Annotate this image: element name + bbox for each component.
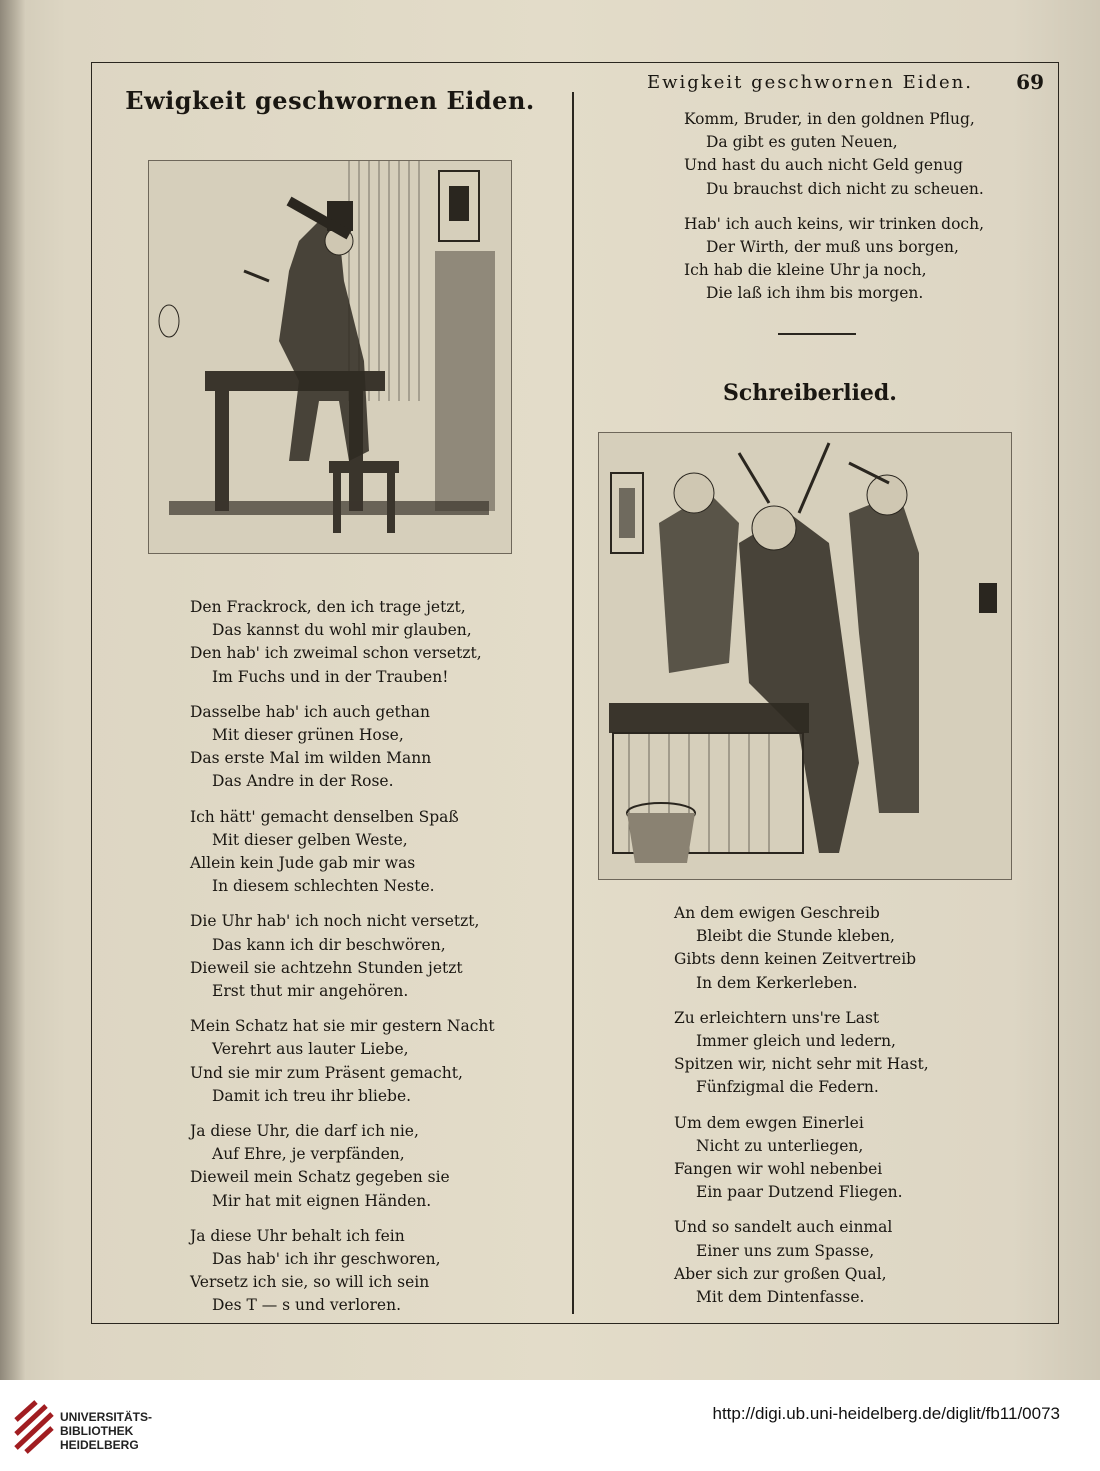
verse-line: Mit dieser gelben Weste,: [212, 830, 408, 849]
verse-line: Ich hätt' gemacht denselben Spaß: [190, 807, 459, 826]
stanza: [684, 213, 984, 306]
verse-line: Das Andre in der Rose.: [212, 772, 394, 791]
stanza: [674, 1112, 929, 1205]
verse-line: Ja diese Uhr behalt ich fein: [190, 1226, 405, 1245]
verse-line: Der Wirth, der muß uns borgen,: [706, 238, 959, 257]
verse-line: Du brauchst dich nicht zu scheuen.: [706, 179, 984, 198]
verse-line: Auf Ehre, je verpfänden,: [212, 1145, 405, 1164]
verse-line: Mein Schatz hat sie mir gestern Nacht: [190, 1017, 495, 1036]
clerks-illustration: [598, 432, 1012, 880]
verse-line: Und sie mir zum Präsent gemacht,: [190, 1063, 463, 1082]
stanza: [190, 701, 495, 794]
section-separator: [778, 333, 856, 335]
stanza: [190, 806, 495, 899]
stanza: [674, 902, 929, 995]
library-name-line: UNIVERSITÄTS-: [60, 1410, 153, 1424]
drinking-man-illustration: [148, 160, 512, 554]
verse-line: In diesem schlechten Neste.: [212, 877, 435, 896]
verse-line: Gibts denn keinen Zeitvertreib: [674, 950, 917, 969]
running-head: Ewigkeit geschwornen Eiden.: [647, 72, 973, 93]
verse-line: Des T — s und verloren.: [212, 1296, 401, 1315]
verse-line: Den Frackrock, den ich trage jetzt,: [190, 598, 466, 616]
verse-line: Fünfzigmal die Federn.: [696, 1078, 879, 1097]
left-poem-title: Ewigkeit geschwornen Eiden.: [125, 86, 535, 115]
left-poem: [190, 596, 495, 1330]
verse-line: Hab' ich auch keins, wir trinken doch,: [684, 214, 985, 233]
verse-line: Die laß ich ihm bis morgen.: [706, 284, 924, 303]
stanza: [190, 596, 495, 689]
column-divider: [572, 92, 574, 1314]
right-poem-title: Schreiberlied.: [723, 380, 897, 406]
library-name: [60, 1410, 152, 1452]
verse-line: In dem Kerkerleben.: [696, 973, 858, 992]
verse-line: Das kannst du wohl mir glauben,: [212, 621, 472, 640]
verse-line: Spitzen wir, nicht sehr mit Hast,: [674, 1055, 929, 1074]
book-spine-shadow: [0, 0, 26, 1380]
verse-line: Komm, Bruder, in den goldnen Pflug,: [684, 110, 975, 128]
verse-line: Versetz ich sie, so will ich sein: [190, 1273, 430, 1292]
verse-line: Da gibt es guten Neuen,: [706, 133, 898, 152]
verse-line: Zu erleichtern uns're Last: [674, 1008, 880, 1027]
verse-line: Aber sich zur großen Qual,: [674, 1264, 887, 1283]
verse-line: Allein kein Jude gab mir was: [190, 854, 416, 873]
verse-line: Mit dieser grünen Hose,: [212, 726, 404, 745]
verse-line: Nicht zu unterliegen,: [696, 1136, 864, 1155]
stanza: [674, 1007, 929, 1100]
verse-line: Das erste Mal im wilden Mann: [190, 749, 432, 768]
verse-line: Das hab' ich ihr geschworen,: [212, 1250, 441, 1269]
verse-line: Einer uns zum Spasse,: [696, 1241, 875, 1260]
verse-line: Fangen wir wohl nebenbei: [674, 1160, 883, 1179]
verse-line: Mit dem Dintenfasse.: [696, 1288, 865, 1307]
verse-line: Erst thut mir angehören.: [212, 982, 409, 1001]
verse-line: An dem ewigen Geschreib: [674, 904, 880, 922]
page-number: 69: [1016, 70, 1044, 94]
verse-line: Immer gleich und ledern,: [696, 1032, 896, 1051]
verse-line: Das kann ich dir beschwören,: [212, 935, 446, 954]
verse-line: Ja diese Uhr, die darf ich nie,: [190, 1122, 419, 1141]
verse-line: Und hast du auch nicht Geld genug: [684, 156, 963, 175]
verse-line: Verehrt aus lauter Liebe,: [212, 1040, 409, 1059]
verse-line: Dieweil sie achtzehn Stunden jetzt: [190, 958, 463, 977]
verse-line: Bleibt die Stunde kleben,: [696, 927, 895, 946]
verse-line: Um dem ewgen Einerlei: [674, 1113, 864, 1132]
right-poem: [674, 902, 929, 1321]
footer-bar: [0, 1380, 1100, 1471]
stanza: [190, 1225, 495, 1318]
verse-line: Dieweil mein Schatz gegeben sie: [190, 1168, 450, 1187]
verse-line: Ein paar Dutzend Fliegen.: [696, 1183, 903, 1202]
verse-line: Im Fuchs und in der Trauben!: [212, 667, 449, 686]
library-name-line: BIBLIOTHEK: [60, 1424, 134, 1438]
library-logo-icon: [12, 1400, 56, 1460]
library-name-line: HEIDELBERG: [60, 1438, 139, 1452]
stanza: [190, 1015, 495, 1108]
verse-line: Dasselbe hab' ich auch gethan: [190, 702, 430, 721]
verse-line: Und so sandelt auch einmal: [674, 1218, 893, 1237]
verse-line: Die Uhr hab' ich noch nicht versetzt,: [190, 912, 480, 931]
stanza: [190, 1120, 495, 1213]
stanza: [190, 910, 495, 1003]
right-continuation: [684, 108, 984, 318]
verse-line: Den hab' ich zweimal schon versetzt,: [190, 644, 482, 663]
stanza: [674, 1216, 929, 1309]
verse-line: Mir hat mit eignen Händen.: [212, 1191, 432, 1210]
verse-line: Ich hab die kleine Uhr ja noch,: [684, 261, 927, 280]
stanza: [684, 108, 984, 201]
source-url-link[interactable]: http://digi.ub.uni-heidelberg.de/diglit/fb11/0073: [712, 1404, 1060, 1423]
verse-line: Damit ich treu ihr bliebe.: [212, 1086, 412, 1105]
